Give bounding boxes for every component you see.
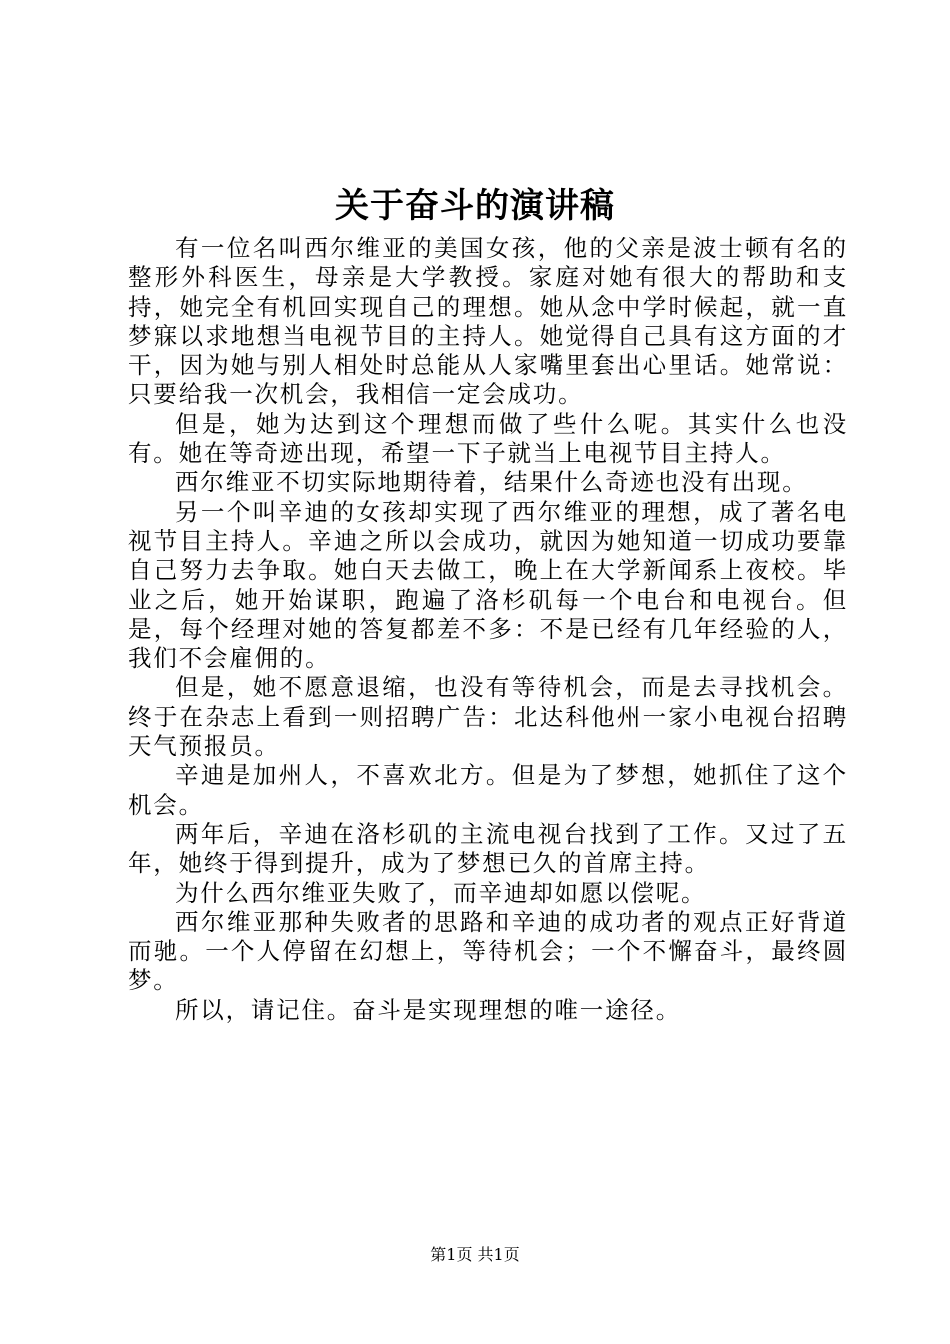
paragraph-9: 西尔维亚那种失败者的思路和辛迪的成功者的观点正好背道而驰。一个人停留在幻想上，等待机会；一个不懈奋斗，最终圆梦。	[128, 907, 848, 995]
paragraph-10: 所以，请记住。奋斗是实现理想的唯一途径。	[175, 995, 681, 1024]
paragraph-3: 西尔维亚不切实际地期待着，结果什么奇迹也没有出现。	[175, 468, 808, 497]
page-footer: 第1页 共1页	[430, 1245, 520, 1264]
paragraph-4: 另一个叫辛迪的女孩却实现了西尔维亚的理想，成了著名电视节目主持人。辛迪之所以会成功，就因为她知道一切成功要靠自己努力去争取。她白天去做工，晚上在大学新闻系上夜校。毕业之后，她开始谋职，跑遍了洛杉矶每一个电台和电视台。但是，每个经理对她的答复都差不多：不是已经有几年经验的人，我们不会雇佣的。	[128, 497, 848, 673]
paragraph-7: 两年后，辛迪在洛杉矶的主流电视台找到了工作。又过了五年，她终于得到提升，成为了梦想已久的首席主持。	[128, 819, 848, 878]
paragraph-2: 但是，她为达到这个理想而做了些什么呢。其实什么也没有。她在等奇迹出现，希望一下子就当上电视节目主持人。	[128, 409, 848, 468]
paragraph-8: 为什么西尔维亚失败了，而辛迪却如愿以偿呢。	[175, 878, 707, 907]
paragraph-6: 辛迪是加州人，不喜欢北方。但是为了梦想，她抓住了这个机会。	[128, 761, 848, 819]
paragraph-5: 但是，她不愿意退缩，也没有等待机会，而是去寻找机会。终于在杂志上看到一则招聘广告：北达科他州一家小电视台招聘天气预报员。	[128, 673, 848, 761]
document-title: 关于奋斗的演讲稿	[335, 186, 615, 226]
paragraph-1: 有一位名叫西尔维亚的美国女孩，他的父亲是波士顿有名的整形外科医生，母亲是大学教授。家庭对她有很大的帮助和支持，她完全有机回实现自己的理想。她从念中学时候起，就一直梦寐以求地想当电视节目的主持人。她觉得自己具有这方面的才干，因为她与别人相处时总能从人家嘴里套出心里话。她常说：只要给我一次机会，我相信一定会成功。	[128, 234, 848, 409]
document-body	[128, 234, 848, 1025]
